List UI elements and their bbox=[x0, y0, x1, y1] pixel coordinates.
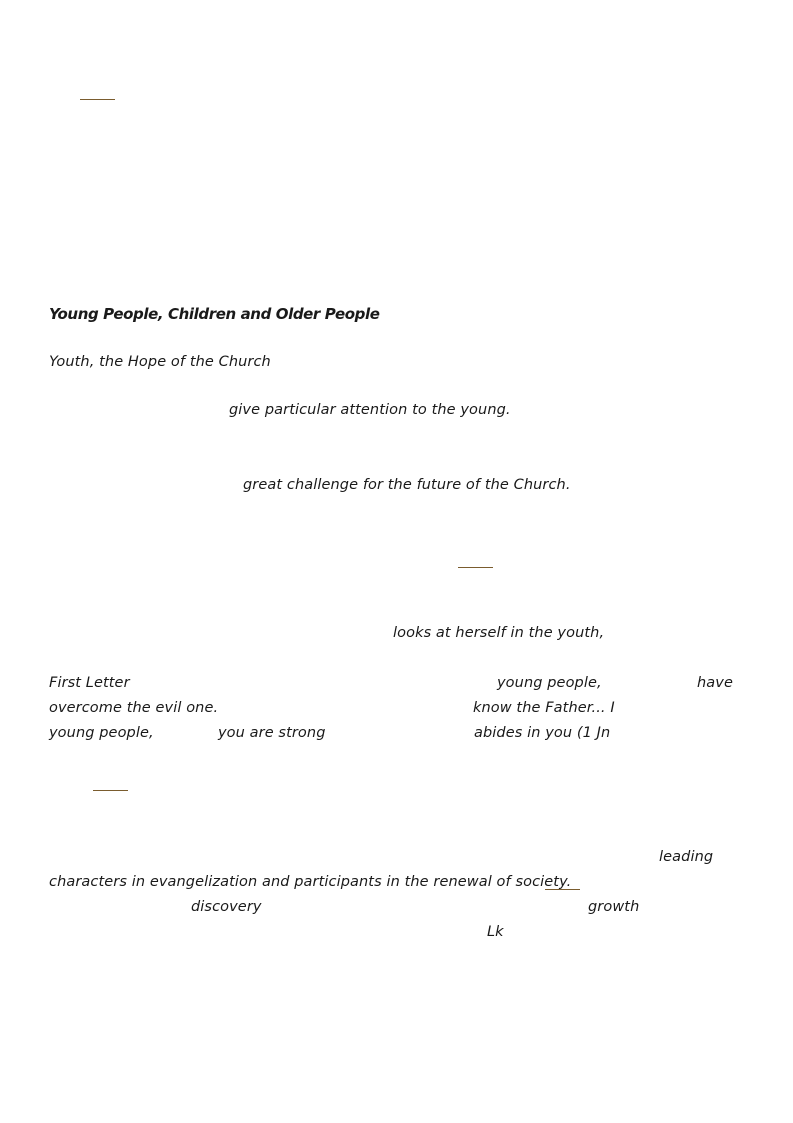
text-fragment: have bbox=[697, 675, 733, 691]
footnote-rule bbox=[80, 99, 115, 100]
footnote-rule bbox=[545, 889, 580, 890]
text-fragment: leading bbox=[659, 849, 714, 865]
text-fragment: Lk bbox=[487, 924, 504, 940]
text-fragment: looks at herself in the youth, bbox=[393, 625, 605, 641]
text-fragment: you are strong bbox=[218, 725, 326, 741]
text-fragment: great challenge for the future of the Church. bbox=[243, 477, 571, 493]
text-fragment: characters in evangelization and participants in the renewal of society. bbox=[49, 874, 572, 890]
text-fragment: discovery bbox=[191, 899, 262, 915]
text-fragment: young people, bbox=[497, 675, 602, 691]
footnote-rule bbox=[458, 567, 493, 568]
text-fragment: know the Father... I bbox=[473, 700, 615, 716]
text-fragment: overcome the evil one. bbox=[49, 700, 219, 716]
text-fragment: growth bbox=[588, 899, 640, 915]
section-subheading: Youth, the Hope of the Church bbox=[49, 354, 271, 370]
text-fragment: give particular attention to the young. bbox=[229, 402, 511, 418]
footnote-rule bbox=[93, 790, 128, 791]
text-fragment: First Letter bbox=[49, 675, 130, 691]
text-fragment: young people, bbox=[49, 725, 154, 741]
text-fragment: abides in you (1 Jn bbox=[474, 725, 611, 741]
section-heading: Young People, Children and Older People bbox=[49, 305, 380, 323]
